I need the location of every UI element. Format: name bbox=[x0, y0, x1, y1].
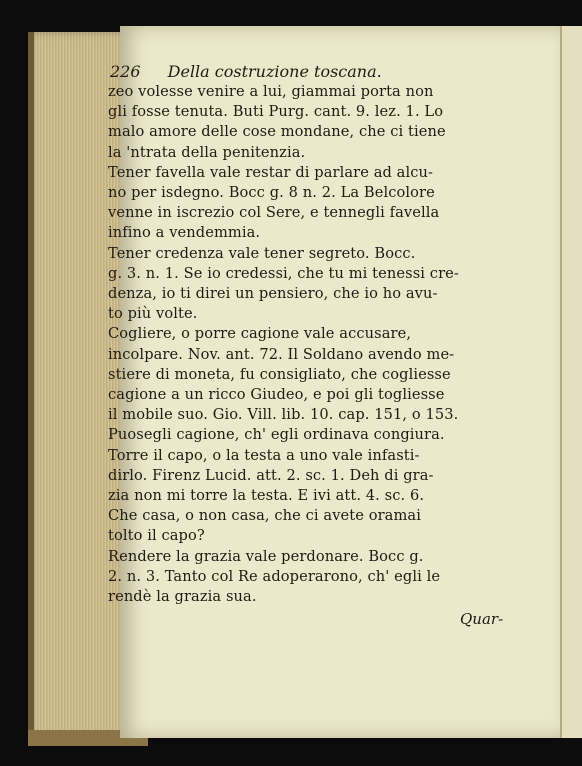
text-line: Che casa, o non casa, che ci avete oramai bbox=[108, 507, 421, 525]
text-line: incolpare. Nov. ant. 72. Il Soldano avendo me- bbox=[108, 345, 455, 363]
text-line: malo amore delle cose mondane, che ci tiene bbox=[108, 123, 446, 141]
page-number: 226 bbox=[110, 62, 141, 81]
text-line: Puosegli cagione, ch' egli ordinava congiura. bbox=[108, 426, 445, 444]
body-text bbox=[108, 82, 528, 607]
text-line: tolto il capo? bbox=[108, 527, 205, 545]
text-line: Torre il capo, o la testa a uno vale infasti- bbox=[108, 446, 420, 464]
text-line: dirlo. Firenz Lucid. att. 2. sc. 1. Deh di gra- bbox=[108, 466, 434, 484]
text-line: la 'ntrata della penitenzia. bbox=[108, 143, 306, 161]
text-line: denza, io ti direi un pensiero, che io ho avu- bbox=[108, 285, 438, 303]
text-line: zeo volesse venire a lui, giammai porta non bbox=[108, 83, 434, 100]
text-line: rendè la grazia sua. bbox=[108, 588, 257, 606]
page-header bbox=[110, 62, 450, 81]
text-line: zia non mi torre la testa. E ivi att. 4. sc. 6. bbox=[108, 487, 425, 505]
text-line: venne in iscrezio col Sere, e tennegli favella bbox=[108, 204, 440, 222]
text-line: stiere di moneta, fu consigliato, che cogliesse bbox=[108, 365, 451, 383]
text-line: Tener credenza vale tener segreto. Bocc. bbox=[108, 244, 416, 262]
text-line: Cogliere, o porre cagione vale accusare, bbox=[108, 325, 412, 343]
text-line: no per isdegno. Bocc g. 8 n. 2. La Belcolore bbox=[108, 184, 435, 202]
text-line: cagione a un ricco Giudeo, e poi gli togliesse bbox=[108, 386, 445, 404]
text-line: to più volte. bbox=[108, 305, 198, 323]
text-line: g. 3. n. 1. Se io credessi, che tu mi tenessi cre- bbox=[108, 264, 459, 282]
text-line: il mobile suo. Gio. Vill. lib. 10. cap. 151, o 153. bbox=[108, 406, 459, 424]
text-line: infino a vendemmia. bbox=[108, 224, 261, 242]
catchword: Quar- bbox=[460, 610, 504, 628]
text-line: Rendere la grazia vale perdonare. Bocc g. bbox=[108, 547, 424, 565]
running-title: Della costruzione toscana. bbox=[167, 62, 382, 81]
text-line: gli fosse tenuta. Buti Purg. cant. 9. lez. 1. Lo bbox=[108, 103, 444, 121]
text-line: Tener favella vale restar di parlare ad alcu- bbox=[108, 163, 434, 181]
right-page-sliver bbox=[560, 26, 582, 738]
text-line: 2. n. 3. Tanto col Re adoperarono, ch' egli le bbox=[108, 567, 441, 585]
